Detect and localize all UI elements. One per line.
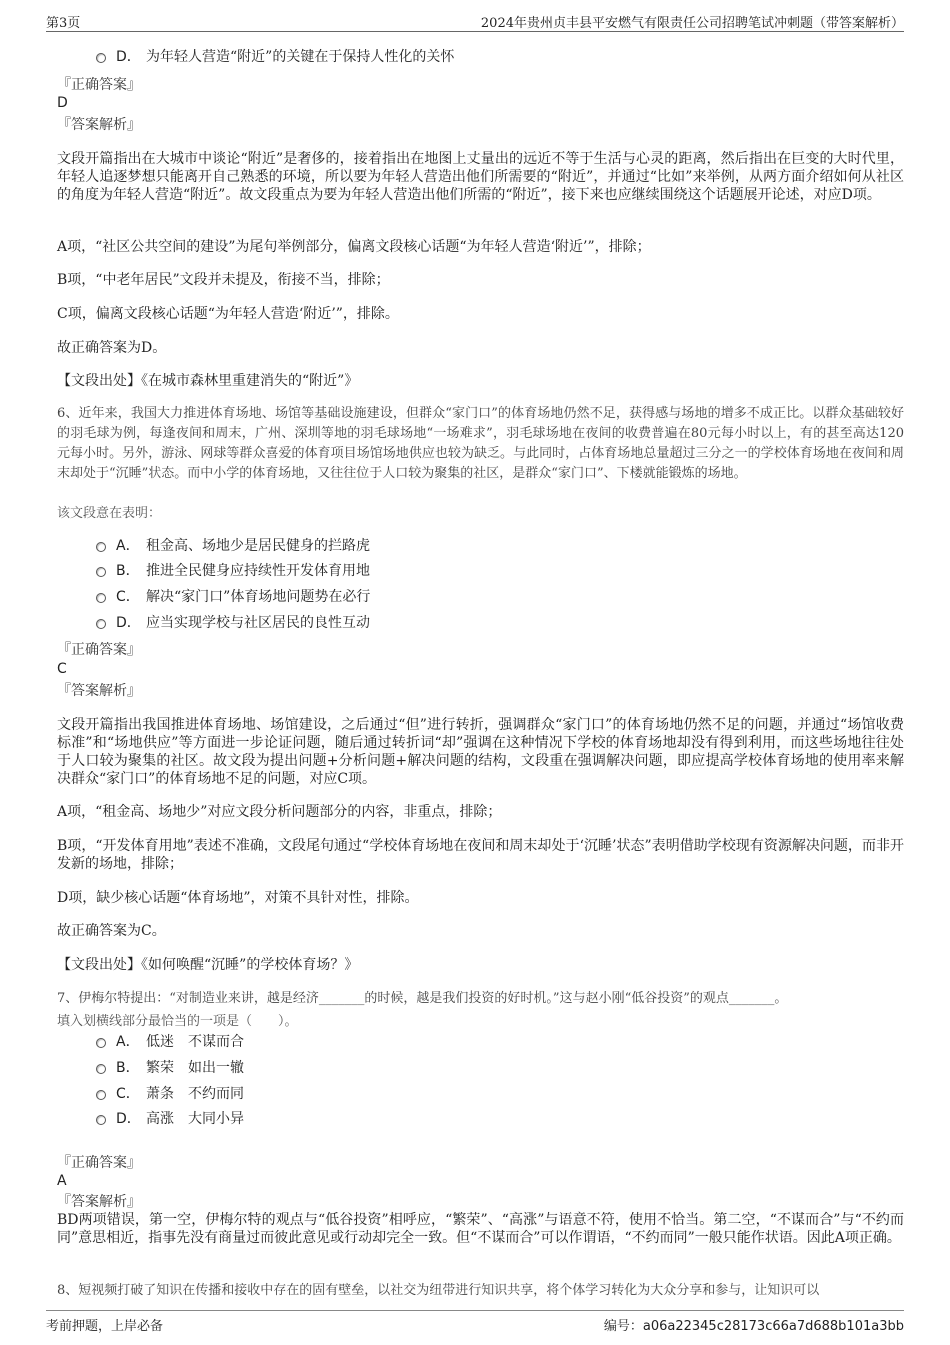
radio-icon[interactable]: [96, 53, 106, 63]
q6-option-a[interactable]: A． 租金高、场地少是居民健身的拦路虎: [96, 536, 370, 556]
footer-slogan: 考前押题，上岸必备: [46, 1319, 164, 1334]
footer-divider: [46, 1310, 904, 1311]
q8-stem: 8、短视频打破了知识在传播和接收中存在的固有壁垒，以社交为纽带进行知识共享，将个体学习转化为大众分享和参与，让知识可以: [57, 1283, 820, 1298]
q6-analysis-option-a: A项，“租金高、场地少”对应文段分析问题部分的内容，非重点，排除；: [57, 804, 502, 820]
q7-prompt: 填入划横线部分最恰当的一项是（ ）。: [57, 1014, 298, 1029]
radio-icon[interactable]: [96, 1115, 106, 1125]
q6-option-d[interactable]: D． 应当实现学校与社区居民的良性互动: [96, 613, 370, 633]
q7-option-a[interactable]: A． 低迷 不谋而合: [96, 1032, 244, 1052]
radio-icon[interactable]: [96, 593, 106, 603]
q5-analysis-option-b: B项，“中老年居民”文段并未提及，衔接不当，排除；: [57, 272, 390, 288]
q6-correct-answer-label: 『正确答案』: [57, 642, 141, 658]
q5-option-d[interactable]: D． 为年轻人营造“附近”的关键在于保持人性化的关怀: [96, 47, 454, 67]
q6-analysis-option-d: D项，缺少核心话题“体育场地”，对策不具针对性，排除。: [57, 890, 419, 906]
q7-option-c[interactable]: C． 萧条 不约而同: [96, 1084, 244, 1104]
radio-icon[interactable]: [96, 1038, 106, 1048]
header-divider: [46, 31, 904, 32]
q7-stem: 7、伊梅尔特提出：“对制造业来讲，越是经济_______的时候，越是我们投资的好时机。”这与赵小刚“低谷投资”的观点_______。: [57, 991, 788, 1006]
q6-source: 【文段出处】《如何唤醒“沉睡”的学校体育场？》: [57, 957, 359, 973]
radio-icon[interactable]: [96, 567, 106, 577]
q6-analysis-option-b: B项，“开发体育用地”表述不准确，文段尾句通过“学校体育场地在夜间和周末却处于‘沉睡’状态”表明借助学校现有资源解决问题，而非开发新的场地，排除；: [57, 838, 904, 872]
radio-icon[interactable]: [96, 619, 106, 629]
radio-icon[interactable]: [96, 1064, 106, 1074]
q5-analysis-option-c: C项，偏离文段核心话题“为年轻人营造‘附近’”，排除。: [57, 306, 399, 322]
q6-conclusion: 故正确答案为C。: [57, 923, 166, 939]
q5-analysis-option-a: A项，“社区公共空间的建设”为尾句举例部分，偏离文段核心话题“为年轻人营造‘附近’”，排除；: [57, 239, 651, 255]
q7-answer: A: [57, 1173, 67, 1189]
q7-correct-answer-label: 『正确答案』: [57, 1155, 141, 1171]
q6-answer: C: [57, 661, 67, 677]
q5-source: 【文段出处】《在城市森林里重建消失的“附近”》: [57, 373, 359, 389]
q6-analysis-label: 『答案解析』: [57, 683, 141, 699]
q5-analysis-label: 『答案解析』: [57, 117, 141, 133]
q5-answer: D: [57, 95, 68, 111]
q5-correct-answer-label: 『正确答案』: [57, 77, 141, 93]
q6-analysis-paragraph: 文段开篇指出我国推进体育场地、场馆建设，之后通过“但”进行转折，强调群众“家门口”的体育场地仍然不足的问题，并通过“场馆收费标准”和“场地供应”等方面进一步论证问题，随后通过转折词“却”强调在这种情况下学校的体育场地却没有得到利用，而这些场地往往处于人口较为聚集的社区。故文段为提出问题+分析问题+解决问题的结构，文段重在强调解决问题，即应提高学校体育场地的使用率来解决群众“家门口”的体育场地不足的问题，对应C项。: [57, 717, 904, 787]
q7-option-d[interactable]: D． 高涨 大同小异: [96, 1109, 244, 1129]
document-code: 编号：a06a22345c28173c66a7d688b101a3bb: [603, 1319, 904, 1334]
q6-option-b[interactable]: B． 推进全民健身应持续性开发体育用地: [96, 561, 370, 581]
q5-analysis-paragraph: 文段开篇指出在大城市中谈论“附近”是奢侈的，接着指出在地图上丈量出的远近不等于生活与心灵的距离，然后指出在巨变的大时代里，年轻人追逐梦想只能离开自己熟悉的环境，所以要为年轻人营造出他们所需要的“附近”，并通过“比如”来举例，从两方面介绍如何从社区的角度为年轻人营造“附近”。故文段重点为要为年轻人营造出他们所需的“附近”，接下来也应继续围绕这个话题展开论述，对应D项。: [57, 151, 904, 203]
page-header: [46, 10, 904, 31]
q7-option-b[interactable]: B． 繁荣 如出一辙: [96, 1058, 244, 1078]
radio-icon[interactable]: [96, 1090, 106, 1100]
document-title: 2024年贵州贞丰县平安燃气有限责任公司招聘笔试冲刺题（带答案解析）: [480, 16, 904, 31]
q6-option-c[interactable]: C． 解决“家门口”体育场地问题势在必行: [96, 587, 370, 607]
page-number: 第3页: [46, 16, 81, 31]
q6-stem: 6、近年来，我国大力推进体育场地、场馆等基础设施建设，但群众“家门口”的体育场地仍然不足，获得感与场地的增多不成正比。以群众基础较好的羽毛球为例，每逢夜间和周末，广州、深圳等地的羽毛球场地“一场难求”，羽毛球场地在夜间的收费普遍在80元每小时以上，有的甚至高达120元每小时。另外，游泳、网球等群众喜爱的体育项目场馆场地供应也较为缺乏。与此同时，占体育场地总量超过三分之一的学校体育场地在夜间和周末却处于“沉睡”状态。而中小学的体育场地，又往往位于人口较为聚集的社区，是群众“家门口”、下楼就能锻炼的场地。: [57, 406, 904, 481]
radio-icon[interactable]: [96, 542, 106, 552]
q7-analysis: BD两项错误，第一空，伊梅尔特的观点与“低谷投资”相呼应，“繁荣”、“高涨”与语意不符，使用不恰当。第二空，“不谋而合”与“不约而同”意思相近，指事先没有商量过而彼此意见或行动却完全一致。但“不谋而合”可以作谓语，“不约而同”一般只能作状语。因此A项正确。: [57, 1212, 904, 1246]
q5-conclusion: 故正确答案为D。: [57, 340, 167, 356]
q7-analysis-label: 『答案解析』: [57, 1194, 141, 1210]
page-footer: [46, 1315, 904, 1333]
q6-prompt: 该文段意在表明：: [57, 506, 162, 521]
